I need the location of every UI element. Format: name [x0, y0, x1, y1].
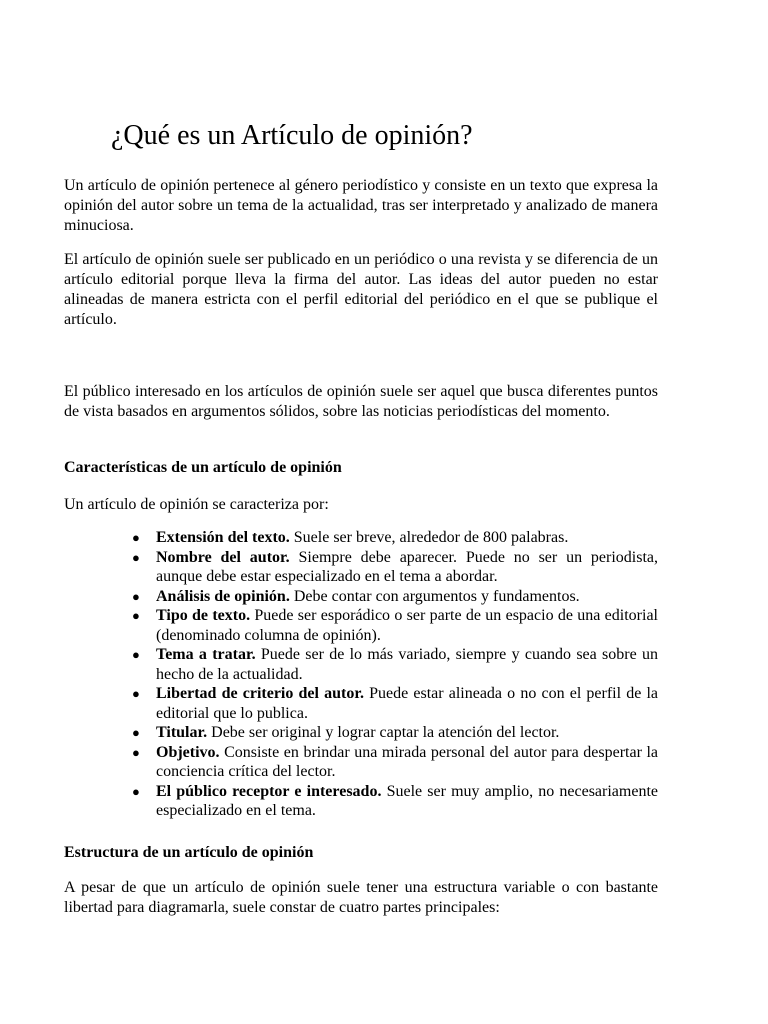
item-term: El público receptor e interesado. [156, 782, 382, 800]
publication-paragraph: El artículo de opinión suele ser publicado en un periódico o una revista y se diferencia de un artículo editorial porque lleva la firma del autor. Las ideas del autor pueden no estar alineadas de manera estricta con el perfil editorial del periódico en el que se publique el artículo. [64, 251, 658, 328]
item-text: Debe contar con argumentos y fundamentos. [289, 587, 580, 605]
item-term: Análisis de opinión. [156, 587, 290, 605]
list-item [132, 548, 659, 587]
item-term: Libertad de criterio del autor. [156, 685, 364, 702]
list-item [132, 743, 658, 782]
item-text: Debe ser original y lograr captar la atención del lector. [207, 724, 560, 741]
list-item [132, 606, 658, 645]
bullet-icon: ● [132, 530, 140, 545]
characteristics-list [132, 528, 659, 821]
item-text: Puede ser esporádico o ser parte de un espacio de una editorial (denominado columna de opinión). [156, 607, 658, 644]
bullet-icon: ● [132, 549, 140, 565]
item-term: Tipo de texto. [156, 607, 251, 624]
item-term: Objetivo. [156, 743, 220, 761]
bullet-icon: ● [132, 647, 140, 662]
list-item [132, 684, 658, 723]
bullet-icon: ● [132, 744, 140, 760]
page-title: ¿Qué es un Artículo de opinión? [111, 120, 473, 151]
item-text: Puede ser de lo más variado, siempre y cuando sea sobre un hecho de la actualidad. [156, 646, 658, 683]
bullet-icon: ● [132, 588, 140, 604]
characterized-paragraph: Un artículo de opinión se caracteriza por: [64, 496, 329, 513]
bullet-icon: ● [132, 686, 140, 701]
item-text: Siempre debe aparecer. Puede no ser un periodista, aunque debe estar especializado en el tema a abordar. [156, 548, 659, 585]
item-text: Suele ser breve, alrededor de 800 palabras. [289, 529, 569, 546]
item-term: Titular. [156, 724, 208, 741]
intro-paragraph: Un artículo de opinión pertenece al género periodístico y consiste en un texto que expresa la opinión del autor sobre un tema de la actualidad, tras ser interpretado y analizado de manera minuciosa. [64, 177, 658, 234]
list-item [132, 587, 658, 607]
item-term: Extensión del texto. [156, 529, 290, 546]
list-item [132, 645, 658, 684]
characteristics-heading: Características de un artículo de opinión [64, 459, 342, 476]
structure-intro-paragraph: A pesar de que un artículo de opinión suele tener una estructura variable o con bastante libertad para diagramarla, suele constar de cuatro partes principales: [64, 879, 658, 916]
bullet-icon: ● [132, 725, 140, 740]
item-text: Suele ser muy amplio, no necesariamente especializado en el tema. [156, 782, 659, 819]
audience-paragraph: El público interesado en los artículos de opinión suele ser aquel que busca diferentes puntos de vista basados en argumentos sólidos, sobre las noticias periodísticas del momento. [64, 383, 658, 420]
list-item [132, 528, 658, 548]
bullet-icon: ● [132, 608, 140, 623]
item-term: Tema a tratar. [156, 646, 256, 663]
item-text: Consiste en brindar una mirada personal del autor para despertar la conciencia crítica del lector. [156, 743, 658, 780]
list-item [132, 723, 658, 743]
list-item [132, 782, 659, 821]
bullet-icon: ● [132, 783, 140, 799]
structure-heading: Estructura de un artículo de opinión [64, 844, 314, 861]
item-term: Nombre del autor. [156, 548, 290, 566]
item-text: Puede estar alineada o no con el perfil de la editorial que lo publica. [156, 685, 658, 722]
